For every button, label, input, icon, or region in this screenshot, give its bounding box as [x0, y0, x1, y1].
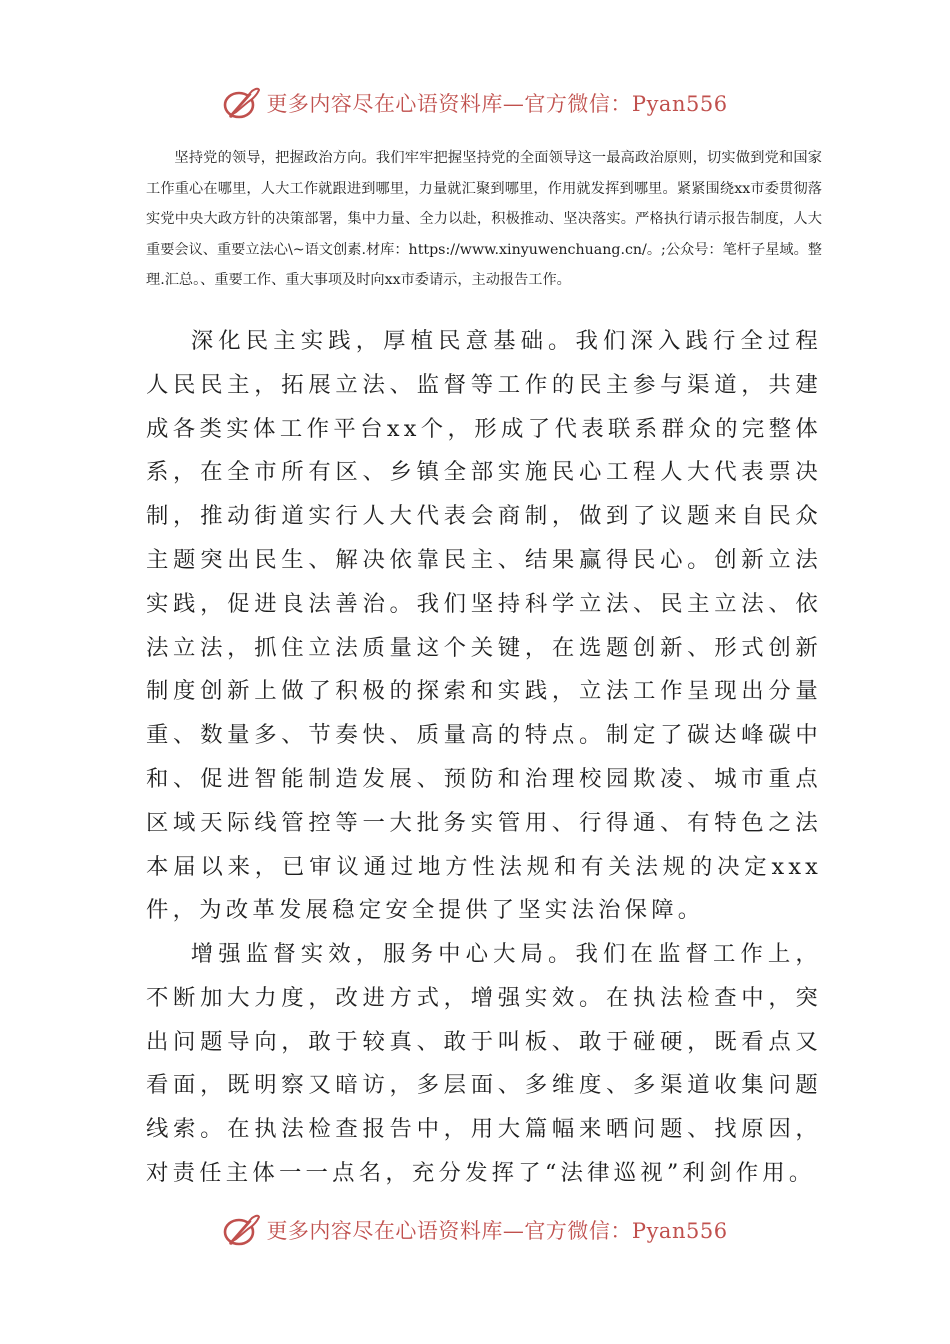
footer-banner[interactable] [0, 1210, 950, 1250]
quill-pen-circle-icon [222, 1212, 262, 1248]
paragraph-supervision: 增强监督实效，服务中心大局。我们在监督工作上，不断加大力度，改进方式，增强实效。在执法检查中，突出问题导向，敢于较真、敢于叫板、敢于碰硬，既看点又看面，既明察又暗访，多层面、多维度、多渠道收集问题线索。在执法检查报告中，用大篇幅来晒问题、找原因，对责任主体一一点名，充分发挥了“法律巡视”利剑作用。 [146, 941, 822, 1186]
paragraph-democracy-legislation: 深化民主实践，厚植民意基础。我们深入践行全过程人民民主，拓展立法、监督等工作的民主参与渠道，共建成各类实体工作平台xx个，形成了代表联系群众的完整体系，在全市所有区、乡镇全部实施民心工程人大代表票决制，推动街道实行人大代表会商制，做到了议题来自民众主题突出民生、解决依靠民主、结果赢得民心。创新立法实践，促进良法善治。我们坚持科学立法、民主立法、依法立法，抓住立法质量这个关键，在选题创新、形式创新制度创新上做了积极的探索和实践，立法工作呈现出分量重、数量多、节奏快、质量高的特点。制定了碳达峰碳中和、促进智能制造发展、预防和治理校园欺凌、城市重点区域天际线管控等一大批务实管用、行得通、有特色之法本届以来，已审议通过地方性法规和有关法规的决定xxx件，为改革发展稳定安全提供了坚实法治保障。 [146, 328, 822, 924]
quill-pen-circle-icon [222, 85, 262, 121]
footer-banner-text: 更多内容尽在心语资料库—官方微信：Pyan556 [266, 1219, 728, 1243]
header-banner[interactable] [0, 83, 950, 123]
paragraph-party-leadership: 坚持党的领导，把握政治方向。我们牢牢把握坚持党的全面领导这一最高政治原则，切实做到党和国家工作重心在哪里，人大工作就跟进到哪里，力量就汇聚到哪里，作用就发挥到哪里。紧紧围绕xx市委贯彻落实党中央大政方针的决策部署，集中力量、全力以赴，积极推动、坚决落实。严格执行请示报告制度，人大重要会议、重要立法心\~语文创素.材库：https://www.xinyuwenchuang.cn/。;公众号：笔杆子星域。整理.汇总。、重要工作、重大事项及时向xx市委请示，主动报告工作。 [146, 150, 822, 288]
header-banner-text: 更多内容尽在心语资料库—官方微信：Pyan556 [266, 92, 728, 116]
